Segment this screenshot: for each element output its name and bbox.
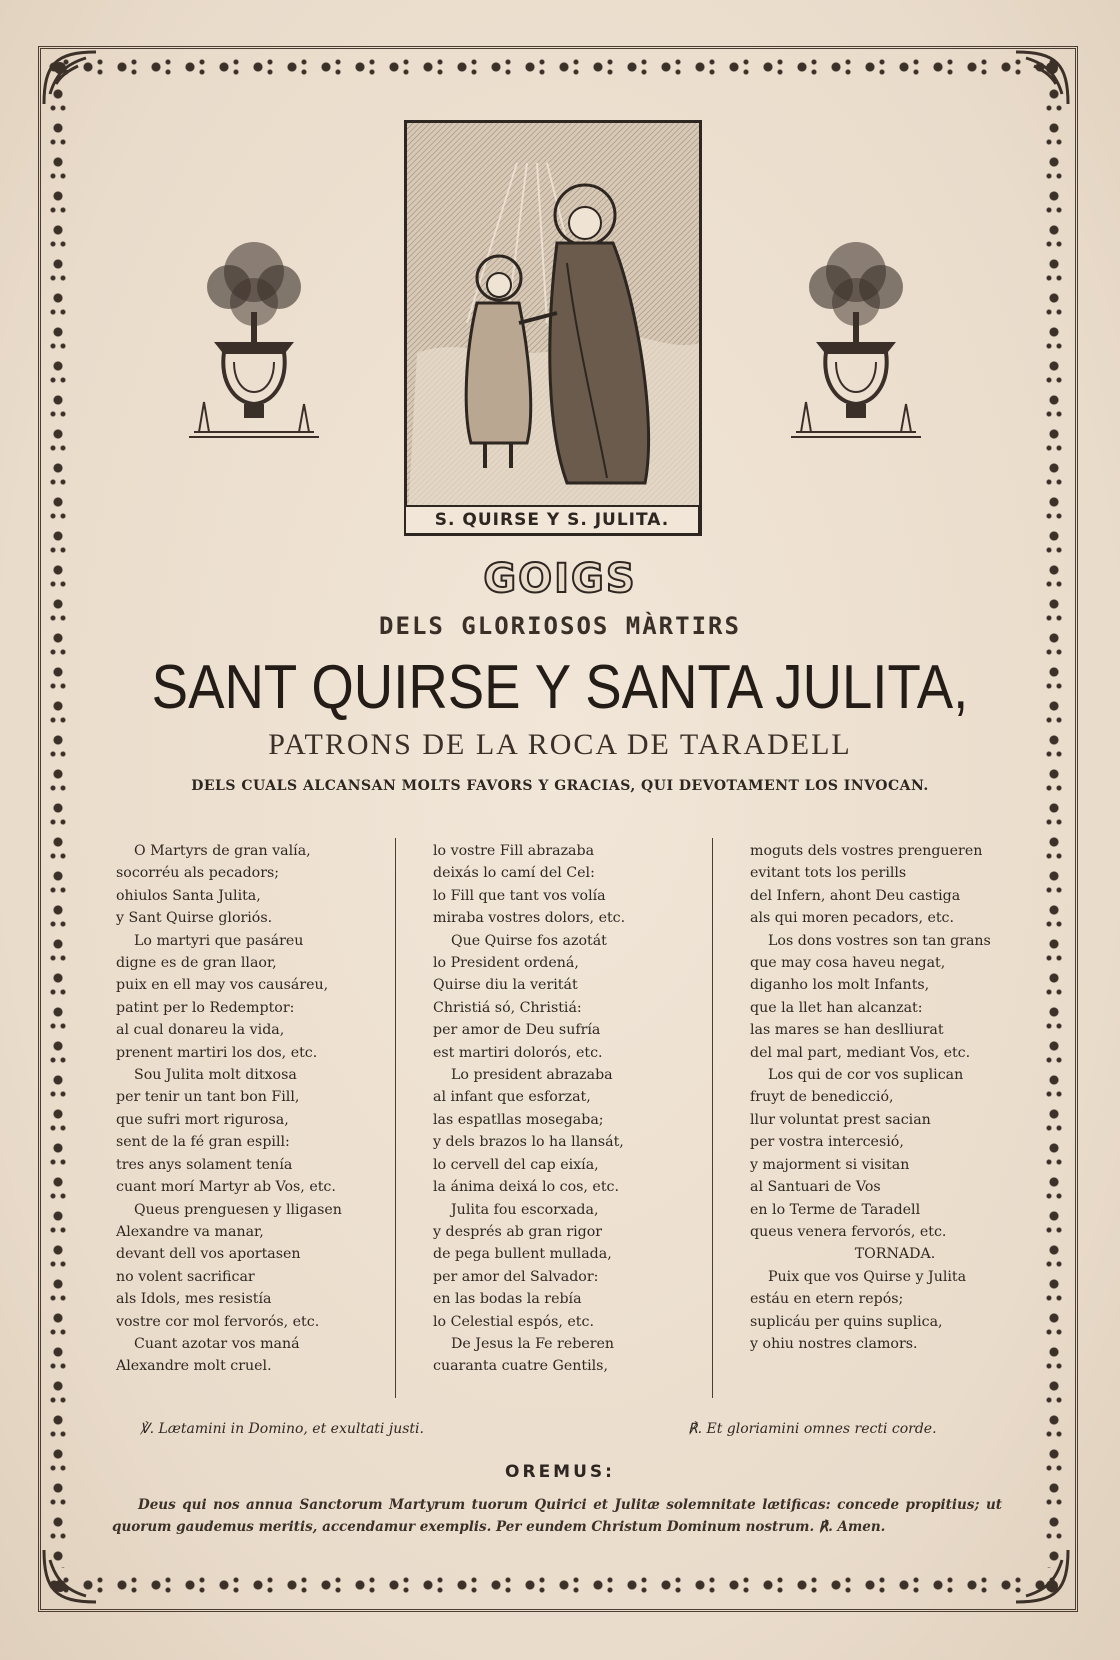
verse-line: y ohiu nostres clamors. (750, 1335, 918, 1352)
border-band-bottom (44, 1570, 1068, 1600)
verse-line: Lo president abrazaba (451, 1067, 613, 1084)
verse-line: del Infern, ahont Deu castiga (750, 887, 961, 904)
verse-line: Lo martyri que pasáreu (134, 932, 304, 949)
goigs-heading: GOIGS (483, 556, 637, 602)
verse-line: lo vostre Fill abrazaba (433, 843, 595, 859)
verse-line: per amor del Salvador: (433, 1268, 599, 1285)
verse-line: cuant morí Martyr ab Vos, etc. (116, 1179, 336, 1196)
verse-line: las espatllas mosegaba; (433, 1111, 604, 1128)
verse-line: diganho los molt Infants, (750, 977, 930, 994)
verse-line: la ánima deixá lo cos, etc. (433, 1179, 619, 1196)
column-divider (712, 838, 713, 1398)
verse-line: de pega bullent mullada, (433, 1246, 612, 1263)
verse-line: y majorment si visitan (750, 1156, 910, 1173)
verse-line: als qui moren pecadors, etc. (750, 910, 955, 927)
verse-line: y Sant Quirse gloriós. (116, 910, 273, 927)
verse-line: evitant tots los perills (750, 865, 907, 882)
tornada-heading: TORNADA. (854, 1246, 936, 1263)
verse-line: lo cervell del cap eixía, (433, 1156, 599, 1173)
verse-line: que may cosa haveu negat, (750, 955, 946, 972)
verse-line: moguts dels vostres prengueren (750, 843, 983, 859)
closing-prayer: Deus qui nos annua Sanctorum Martyrum tuorum Quirici et Julitæ solemnitate lætificas: concede propitius; ut quorum gaudemus meritis, accendamur exemplis. Per eundem Christum Dominum nostrum. ℟. Amen. (112, 1497, 1002, 1535)
verse-line: Alexandre molt cruel. (116, 1358, 272, 1375)
oremus-heading: OREMUS: (505, 1462, 615, 1482)
verse-line: al Santuari de Vos (750, 1179, 881, 1196)
verse-line: lo Fill que tant vos volía (433, 887, 606, 904)
verse-line: Los qui de cor vos suplican (768, 1067, 964, 1084)
border-band-right (1040, 84, 1068, 1568)
saints-woodcut-image (404, 120, 702, 536)
column-divider (395, 838, 396, 1398)
verse-column-1 (116, 840, 386, 1378)
corner-flourish-icon (1006, 44, 1076, 114)
verse-line: estáu en etern repós; (750, 1291, 904, 1308)
verse-line: patint per lo Redemptor: (116, 999, 295, 1016)
verse-line: no volent sacrificar (116, 1268, 255, 1285)
verse-line: lo President ordená, (433, 955, 579, 972)
verse-line: Sou Julita molt ditxosa (134, 1067, 297, 1084)
verse-line: en lo Terme de Taradell (750, 1201, 921, 1218)
verse-line: las mares se han deslliurat (750, 1022, 944, 1039)
verse-line: Puix que vos Quirse y Julita (768, 1268, 967, 1285)
verse-line: y després ab gran rigor (433, 1223, 603, 1240)
corner-flourish-icon (36, 1540, 106, 1610)
verse-line: que la llet han alcanzat: (750, 999, 923, 1016)
verse-line: suplicáu per quins suplica, (750, 1313, 943, 1330)
verse-column-3 (750, 840, 1040, 1355)
verse-line: digne es de gran llaor, (116, 955, 277, 972)
flower-urn-right-icon (786, 232, 926, 452)
verse-line: puix en ell may vos causáreu, (116, 977, 329, 994)
verse-line: als Idols, mes resistía (116, 1291, 272, 1308)
verse-line: est martiri dolorós, etc. (433, 1044, 603, 1061)
verse-line: que sufri mort rigurosa, (116, 1111, 289, 1128)
response: ℟. Et gloriamini omnes recti corde. (688, 1421, 937, 1437)
verse-line: deixás lo camí del Cel: (433, 865, 595, 882)
verse-line: Christiá só, Christiá: (433, 999, 582, 1016)
subtitle-martyrs: DELS GLORIOSOS MÀRTIRS (379, 612, 741, 640)
corner-flourish-icon (36, 44, 106, 114)
verse-line: miraba vostres dolors, etc. (433, 910, 626, 927)
page-title: SANT QUIRSE Y SANTA JULITA, (151, 653, 969, 722)
verse-line: y dels brazos lo ha llansát, (433, 1134, 624, 1151)
verse-line: Quirse diu la veritát (433, 977, 578, 994)
verse-line: Queus prenguesen y lligasen (134, 1201, 342, 1218)
verse-line: Alexandre va manar, (116, 1223, 264, 1240)
verse-line: De Jesus la Fe reberen (451, 1335, 615, 1352)
woodcut-caption: S. QUIRSE Y S. JULITA. (404, 505, 700, 535)
verse-line: ohiulos Santa Julita, (116, 887, 261, 904)
verse-line: Que Quirse fos azotát (451, 932, 607, 949)
verse-line: Los dons vostres son tan grans (768, 932, 991, 949)
dedication-line: DELS CUALS ALCANSAN MOLTS FAVORS Y GRACIAS, QUI DEVOTAMENT LOS INVOCAN. (191, 778, 929, 794)
verse-line: Cuant azotar vos maná (134, 1335, 300, 1352)
verse-line: per vostra intercesió, (750, 1134, 904, 1151)
patrons-subtitle: PATRONS DE LA ROCA DE TARADELL (268, 728, 852, 761)
verse-line: al cual donareu la vida, (116, 1022, 285, 1039)
verse-line: llur voluntat prest sacian (750, 1111, 931, 1128)
verse-line: en las bodas la rebía (433, 1291, 582, 1308)
verse-line: cuaranta cuatre Gentils, (433, 1358, 608, 1375)
verse-line: del mal part, mediant Vos, etc. (750, 1044, 971, 1061)
verse-line: lo Celestial espós, etc. (433, 1313, 594, 1330)
verse-line: queus venera fervorós, etc. (750, 1223, 947, 1240)
border-band-left (44, 84, 72, 1568)
verse-line: socorréu als pecadors; (116, 865, 280, 882)
verse-line: devant dell vos aportasen (116, 1246, 301, 1263)
border-band-top (44, 52, 1068, 82)
versicle: ℣. Lætamini in Domino, et exultati justi. (140, 1421, 424, 1437)
verse-line: prenent martiri los dos, etc. (116, 1044, 318, 1061)
verse-line: al infant que esforzat, (433, 1089, 591, 1106)
verse-line: per tenir un tant bon Fill, (116, 1089, 300, 1106)
verse-line: Julita fou escorxada, (451, 1201, 599, 1218)
verse-line: tres anys solament tenía (116, 1156, 293, 1173)
verse-column-2 (433, 840, 703, 1378)
verse-line: sent de la fé gran espill: (116, 1134, 290, 1151)
verse-line: fruyt de benedicció, (750, 1089, 894, 1106)
verse-line: per amor de Deu sufría (433, 1022, 601, 1039)
flower-urn-left-icon (184, 232, 324, 452)
verse-line: O Martyrs de gran valía, (134, 843, 311, 859)
corner-flourish-icon (1006, 1540, 1076, 1610)
verse-line: vostre cor mol fervorós, etc. (116, 1313, 320, 1330)
